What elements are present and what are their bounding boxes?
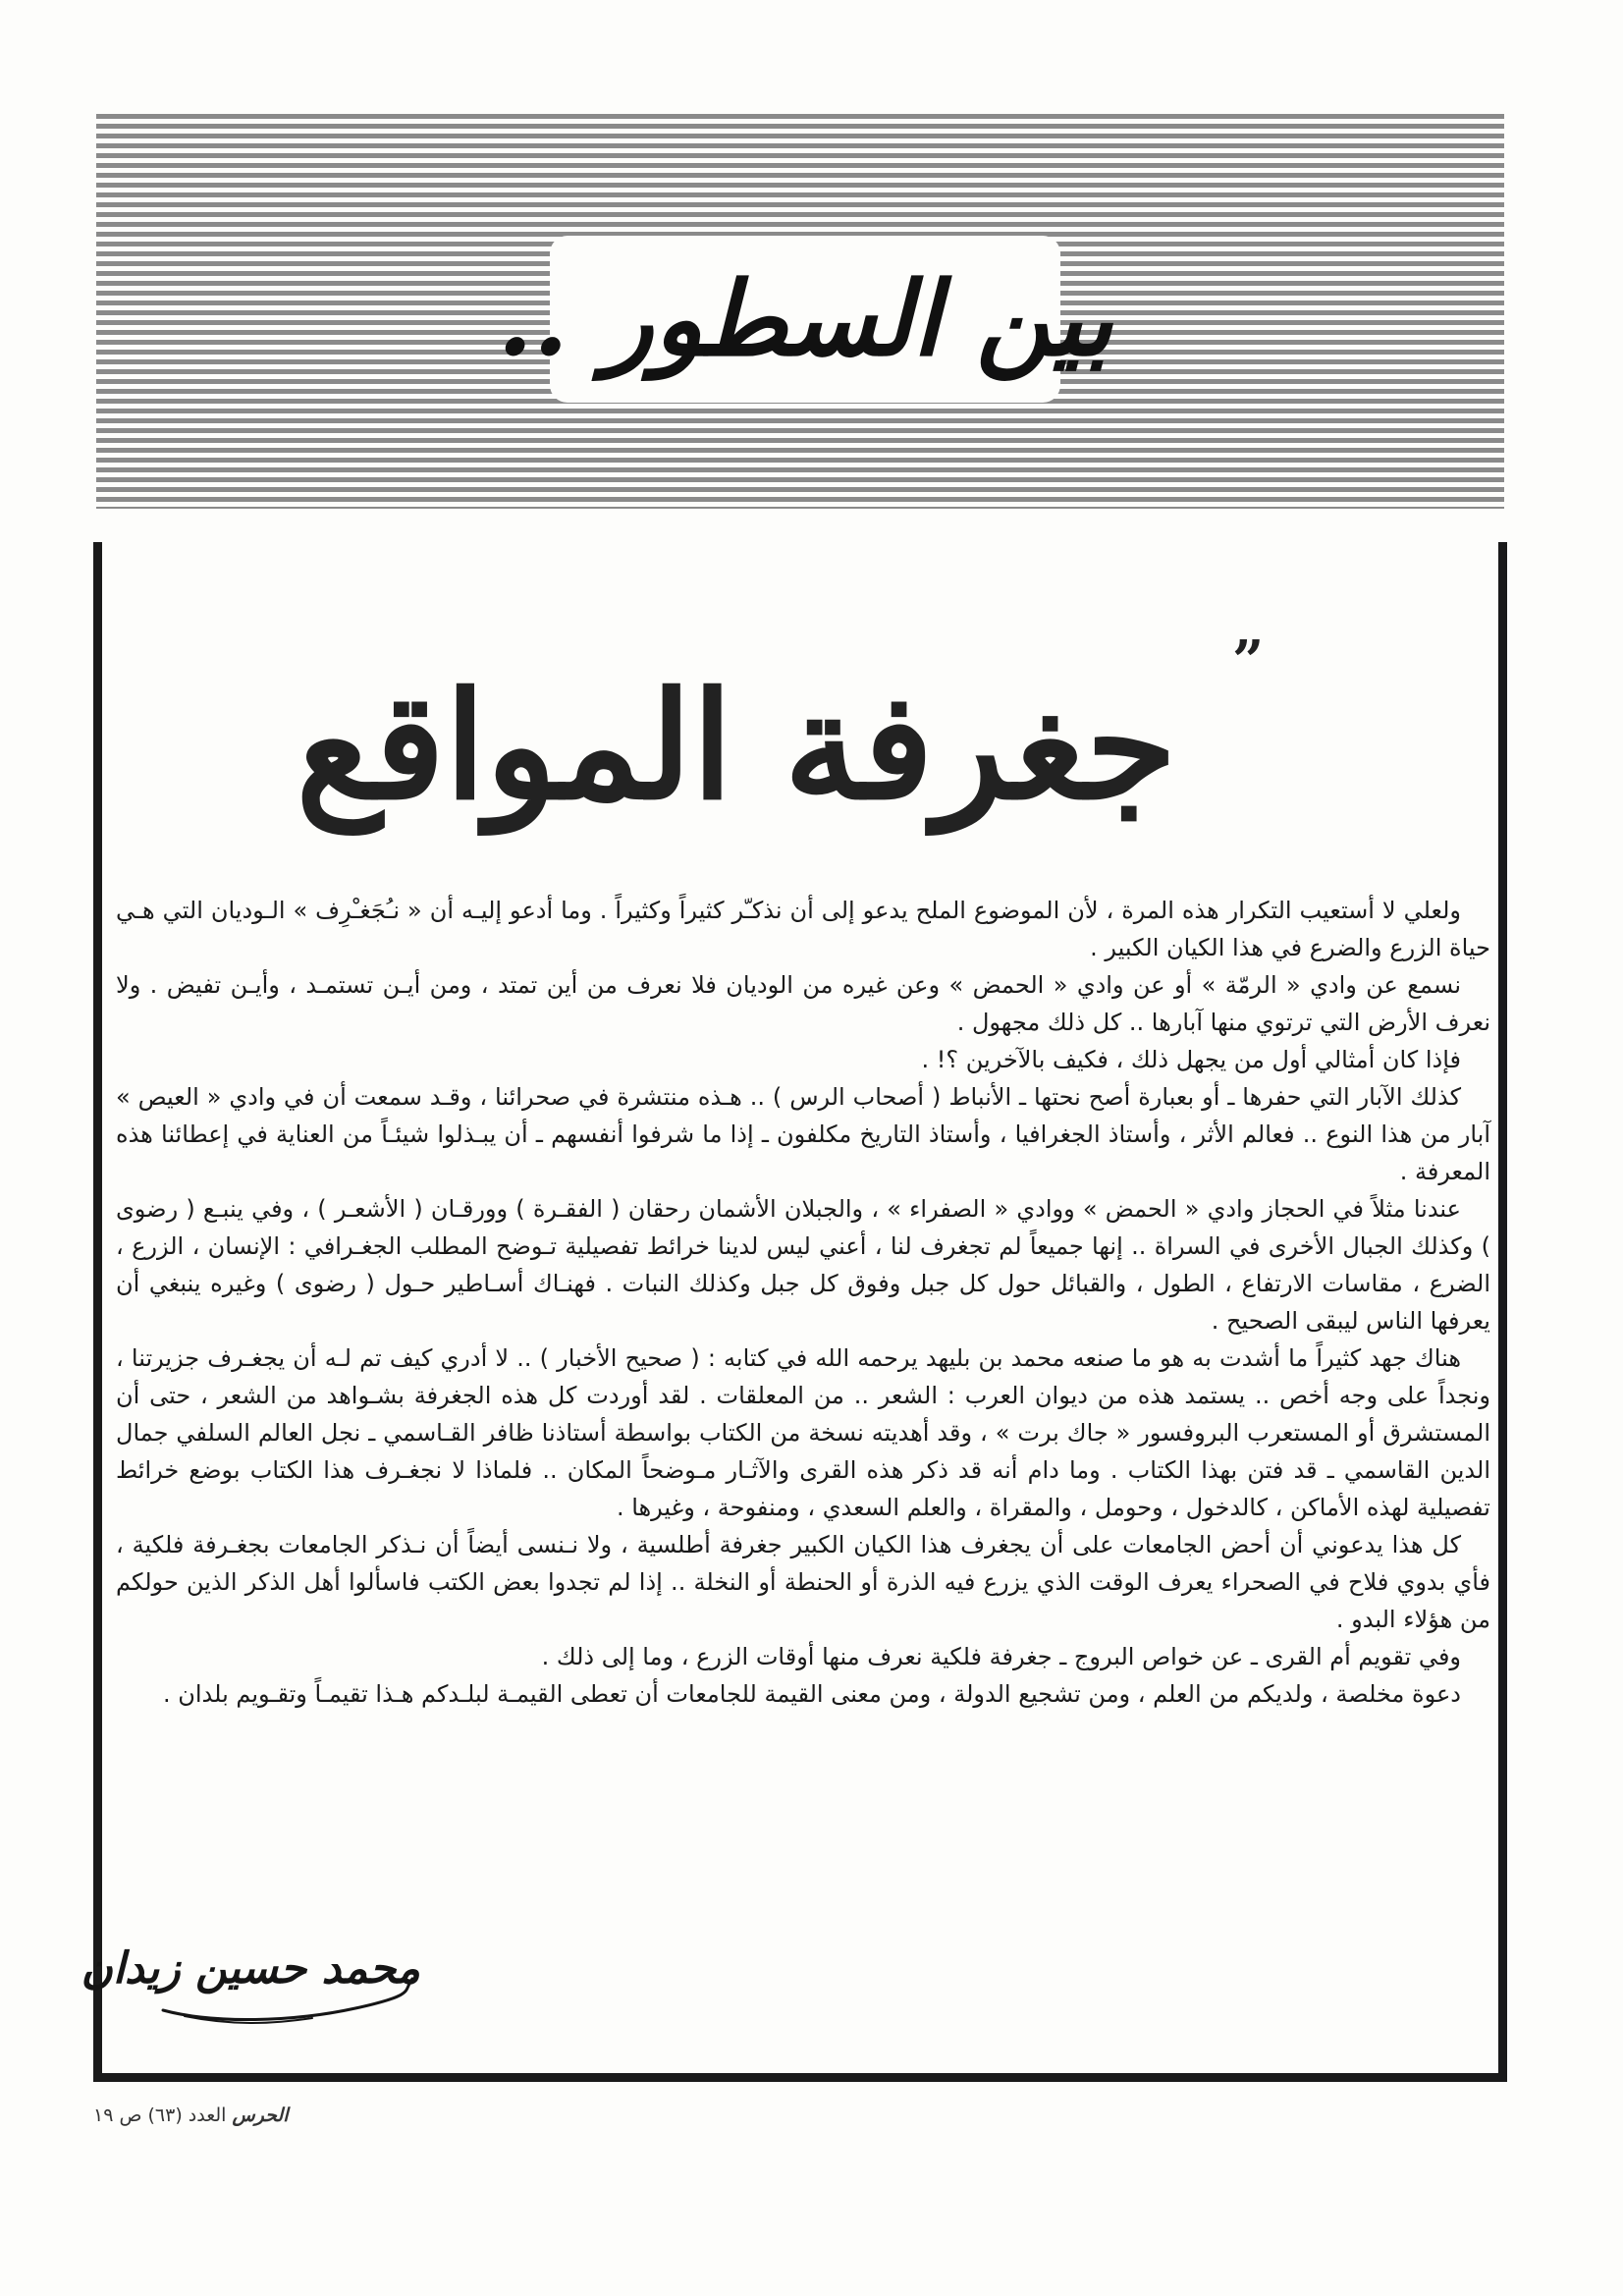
article-paragraph: كذلك الآبار التي حفرها ـ أو بعبارة أصح نحتها ـ الأنباط ( أصحاب الرس ) .. هـذه منتشرة في صحرائنا ، وقـد سمعت أن في وادي « العيص » آبار من هذا النوع .. فعالم الأثر ، وأستاذ الجغرافيا ، وأستاذ التاريخ مكلفون ـ إذا ما شرفوا أنفسهم ـ أن يبـذلوا شيئـاً من العناية في إعطائنا هذه المعرفة . — [116, 1083, 1490, 1185]
footer-magazine-name: الحرس — [232, 2105, 289, 2126]
signature-name: محمد حسين زيدان — [81, 1943, 420, 1994]
article-paragraph: هناك جهد كثيراً ما أشدت به هو ما صنعه محمد بن بليهد يرحمه الله في كتابه : ( صحيح الأخبار ) .. لا أدري كيف تم لـه أن يجغـرف جزيرتنا ، ونجداً على وجه أخص .. يستمد هذه من ديوان العرب : الشعر .. من المعلقات . لقد أوردت كل هذه الجغرفة بشـواهد من الشعر ، حتى أن المستشرق أو المستعرب البروفسور « جاك برت » ، وقد أهديته نسخة من الكتاب بواسطة أستاذنا ظافر القـاسمي ـ نجل العالم السلفي جمال الدين القاسمي ـ قد فتن بهذا الكتاب . وما دام أنه قد ذكر هذه القرى والآثـار مـوضحاً المكان .. فلماذا لا نجغـرف هذا الكتاب بوضع خرائط تفصيلية لهذه الأماكن ، كالدخول ، وحومل ، والمقراة ، والعلم السعدي ، ومنفوحة ، وغيرها . — [116, 1344, 1490, 1521]
column-title: بين السطور .. — [550, 236, 1060, 403]
article-paragraph: عندنا مثلاً في الحجاز وادي « الحمض » ووادي « الصفراء » ، والجبلان الأشمان رحقان ( الفقـرة ) وورقـان ( الأشعـر ) ، وفي ينبـع ( رضوى ) وكذلك الجبال الأخرى في السراة .. إنها جميعاً لم تجغرف لنا ، أعني ليس لدينا خرائط تفصيلية تـوضح المطلب الجغـرافي : الإنسان ، الزرع ، الضرع ، مقاسات الارتفاع ، الطول ، والقبائل حول كل جبل وفوق كل جبل وكذلك النبات . فهنـاك أسـاطير حـول ( رضوى ) وغيره ينبغي أن يعرفها الناس ليبقى الصحيح . — [116, 1195, 1490, 1335]
author-signature — [81, 1940, 420, 2028]
page-footer — [93, 2105, 486, 2126]
article-paragraph: نسمع عن وادي « الرمّة » أو عن وادي « الحمض » وعن غيره من الوديان فلا نعرف من أين تمتد ، ومن أيـن تستمـد ، وأيـن تفيض . ولا نعرف الأرض التي ترتوي منها آبارها .. كل ذلك مجهول . — [116, 971, 1490, 1036]
article-paragraph: دعوة مخلصة ، ولديكم من العلم ، ومن تشجيع الدولة ، ومن معنى القيمة للجامعات أن تعطى القيمـة لبلـدكم هـذا تقيمـاً وتقـويم بلدان . — [162, 1680, 1461, 1708]
footer-issue-page: العدد (٦٣) ص ١٩ — [93, 2105, 227, 2126]
article-paragraph: ولعلي لا أستعيب التكرار هذه المرة ، لأن الموضوع الملح يدعو إلى أن نذكـّر كثيراً وكثيراً . وما أدعو إليـه أن « نـُجَغـْرِف » الـوديان التي هـي حياة الزرع والضرع في هذا الكيان الكبير . — [116, 897, 1490, 961]
article-paragraph: فإذا كان أمثالي أول من يجهل ذلك ، فكيف بالآخرين ؟! . — [921, 1046, 1461, 1073]
article-paragraph: وفي تقويم أم القرى ـ عن خواص البروج ـ جغرفة فلكية نعرف منها أوقات الزرع ، وما إلى ذلك . — [541, 1643, 1461, 1670]
signature-flourish-icon — [81, 1940, 420, 2028]
article-body — [116, 892, 1490, 1713]
article-paragraph: كل هذا يدعوني أن أحض الجامعات على أن يجغرف هذا الكيان الكبير جغرفة أطلسية ، ولا نـنسى أيضاً أن نـذكر الجامعات بجغـرفة فلكية ، فأي بدوي فلاح في الصحراء يعرف الوقت الذي يزرع فيه الذرة أو الحنطة أو النخلة .. إذا لم تجدوا بعض الكتب فاسألوا أهل الذكر الذين حولكم من هؤلاء البدو . — [116, 1531, 1490, 1633]
article-title: جغرفة المواقع — [296, 660, 1177, 833]
title-ornament-mark: ” — [1232, 629, 1265, 693]
